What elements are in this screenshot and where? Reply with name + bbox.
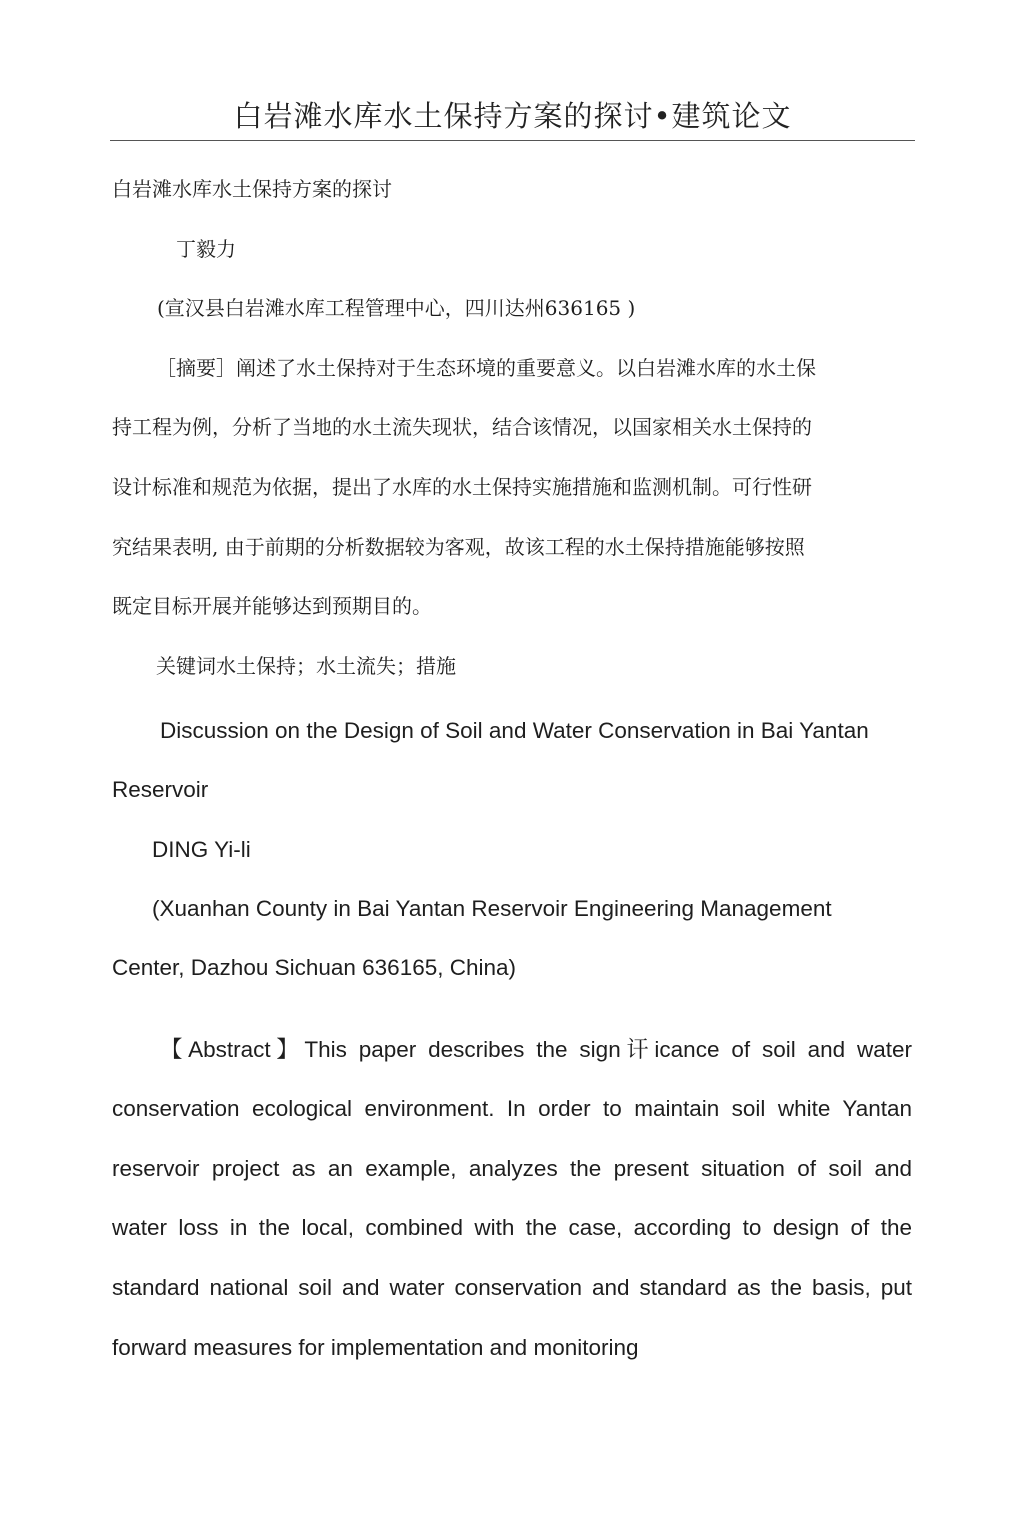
chinese-abstract-line: 设计标准和规范为依据，提出了水库的水土保持实施措施和监测机制。可行性研 (112, 475, 812, 499)
chinese-abstract-line: 既定目标开展并能够达到预期目的。 (112, 594, 432, 618)
english-abstract-line: 【Abstract】This paper describes the sign讦icance of soil and water (160, 1037, 912, 1062)
english-affiliation-line: Center, Dazhou Sichuan 636165, China) (112, 955, 517, 980)
english-title-line: Discussion on the Design of Soil and Water Conservation in Bai Yantan (160, 718, 869, 743)
english-title-line: Reservoir (112, 777, 209, 802)
chinese-abstract-line: 持工程为例，分析了当地的水土流失现状，结合该情况，以国家相关水土保持的 (112, 415, 812, 439)
english-abstract-line: standard national soil and water conservation and standard as the basis, put (112, 1275, 912, 1300)
chinese-keywords: 关键词水土保持；水土流失；措施 (156, 654, 456, 678)
page-header-title: 白岩滩水库水土保持方案的探讨•建筑论文 (233, 99, 792, 133)
english-abstract-line: conservation ecological environment. In order to maintain soil white Yantan (112, 1096, 912, 1121)
english-abstract-line: water loss in the local, combined with the case, according to design of the (112, 1215, 912, 1240)
header-divider (110, 140, 915, 141)
english-abstract-line: reservoir project as an example, analyzes the present situation of soil and (112, 1156, 912, 1181)
chinese-abstract-line: ［摘要］阐述了水土保持对于生态环境的重要意义。以白岩滩水库的水土保 (156, 356, 816, 380)
english-affiliation-line: (Xuanhan County in Bai Yantan Reservoir Engineering Management (152, 896, 832, 921)
chinese-abstract-line: 究结果表明, 由于前期的分析数据较为客观，故该工程的水土保持措施能够按照 (112, 535, 805, 559)
english-author: DING Yi-li (152, 837, 251, 862)
chinese-affiliation: (宣汉县白岩滩水库工程管理中心，四川达州636165 ) (157, 296, 636, 320)
chinese-title: 白岩滩水库水土保持方案的探讨 (112, 177, 392, 201)
chinese-author: 丁毅力 (176, 237, 236, 261)
english-abstract-line: forward measures for implementation and monitoring (112, 1335, 639, 1360)
